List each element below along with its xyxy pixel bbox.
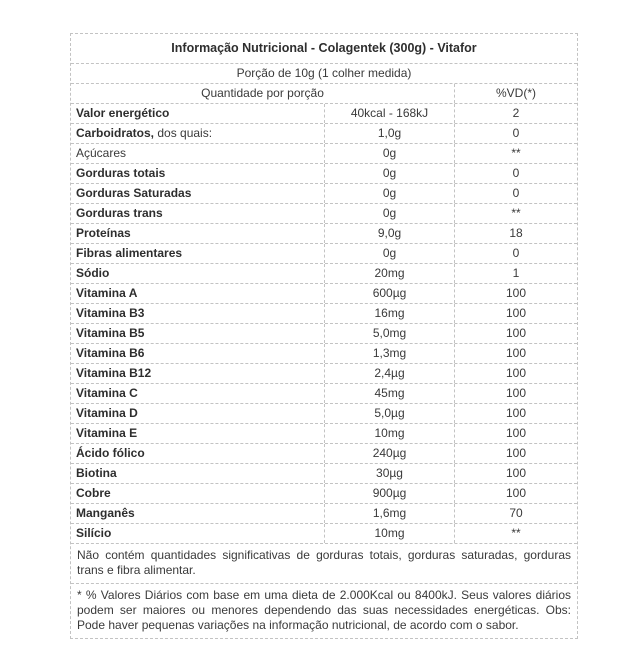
table-row <box>71 243 577 263</box>
nutrient-quantity: 0g <box>324 164 454 183</box>
nutrient-vd: 100 <box>454 344 577 363</box>
table-row <box>71 103 577 123</box>
nutrient-vd: 1 <box>454 264 577 283</box>
table-row <box>71 263 577 283</box>
table-row <box>71 323 577 343</box>
nutrient-name: Silício <box>76 526 112 540</box>
nutrient-quantity: 30µg <box>324 464 454 483</box>
nutrient-vd: 100 <box>454 484 577 503</box>
nutrient-quantity: 10mg <box>324 424 454 443</box>
table-row <box>71 183 577 203</box>
table-row <box>71 343 577 363</box>
nutrient-quantity: 1,6mg <box>324 504 454 523</box>
nutrient-name: Ácido fólico <box>76 446 145 460</box>
nutrient-name: Gorduras Saturadas <box>76 186 192 200</box>
nutrient-name: Biotina <box>76 466 117 480</box>
nutrient-vd: 100 <box>454 364 577 383</box>
nutrient-quantity: 1,0g <box>324 124 454 143</box>
nutrient-vd: 100 <box>454 424 577 443</box>
nutrient-name-bold: Carboidratos, <box>76 126 155 140</box>
table-row <box>71 143 577 163</box>
nutrient-name: Fibras alimentares <box>76 246 183 260</box>
nutrient-vd: 0 <box>454 184 577 203</box>
nutrient-name: Vitamina B5 <box>76 326 145 340</box>
table-row <box>71 503 577 523</box>
nutrient-quantity: 1,3mg <box>324 344 454 363</box>
table-row <box>71 443 577 463</box>
nutrient-quantity: 16mg <box>324 304 454 323</box>
nutrient-vd: 100 <box>454 284 577 303</box>
table-title: Informação Nutricional - Colagentek (300g) - Vitafor <box>171 41 477 55</box>
nutrition-facts-table <box>70 33 578 639</box>
nutrient-name: Gorduras trans <box>76 206 163 220</box>
table-header-row <box>71 83 577 103</box>
nutrient-name-regular: Açúcares <box>76 146 127 160</box>
nutrient-name: Vitamina E <box>76 426 138 440</box>
header-vd: %VD(*) <box>454 84 577 103</box>
nutrient-vd: 0 <box>454 124 577 143</box>
nutrient-name: Vitamina D <box>76 406 138 420</box>
nutrient-vd: 100 <box>454 404 577 423</box>
nutrient-vd: 0 <box>454 164 577 183</box>
nutrient-quantity: 0g <box>324 244 454 263</box>
table-row <box>71 423 577 443</box>
nutrient-quantity: 9,0g <box>324 224 454 243</box>
nutrient-quantity: 2,4µg <box>324 364 454 383</box>
nutrient-quantity: 0g <box>324 144 454 163</box>
nutrient-quantity: 600µg <box>324 284 454 303</box>
nutrient-name: Vitamina A <box>76 286 138 300</box>
note-daily-values: * % Valores Diários com base em uma dieta de 2.000Kcal ou 8400kJ. Seus valores diários podem ser maiores ou menores dependendo das suas necessidades energéticas. Obs: Pode haver pequenas variações na informação nutricional, de acordo com o sabor. <box>71 583 577 638</box>
table-row <box>71 483 577 503</box>
nutrient-quantity: 40kcal - 168kJ <box>324 104 454 123</box>
table-row <box>71 363 577 383</box>
table-row <box>71 123 577 143</box>
table-row <box>71 463 577 483</box>
table-row <box>71 223 577 243</box>
nutrient-quantity: 20mg <box>324 264 454 283</box>
nutrient-name: Vitamina C <box>76 386 138 400</box>
nutrient-vd: 100 <box>454 384 577 403</box>
nutrient-vd: 2 <box>454 104 577 123</box>
nutrient-name: Vitamina B6 <box>76 346 145 360</box>
table-row <box>71 403 577 423</box>
header-quantity: Quantidade por porção <box>201 86 324 100</box>
portion-info: Porção de 10g (1 colher medida) <box>71 63 577 83</box>
nutrient-vd: 100 <box>454 324 577 343</box>
nutrient-name: Cobre <box>76 486 111 500</box>
nutrient-vd: 100 <box>454 464 577 483</box>
nutrient-name: Vitamina B3 <box>76 306 145 320</box>
nutrient-vd: 18 <box>454 224 577 243</box>
table-row <box>71 163 577 183</box>
note-no-significant-quantities: Não contém quantidades significativas de gorduras totais, gorduras saturadas, gorduras trans e fibra alimentar. <box>71 543 577 583</box>
nutrient-name: Proteínas <box>76 226 131 240</box>
nutrient-name <box>71 124 324 143</box>
nutrient-quantity: 900µg <box>324 484 454 503</box>
table-row <box>71 303 577 323</box>
nutrient-name: Gorduras totais <box>76 166 166 180</box>
table-row <box>71 203 577 223</box>
nutrient-vd: 100 <box>454 444 577 463</box>
nutrient-quantity: 5,0mg <box>324 324 454 343</box>
nutrient-name: Valor energético <box>76 106 170 120</box>
table-row <box>71 383 577 403</box>
nutrient-vd: 70 <box>454 504 577 523</box>
nutrient-quantity: 0g <box>324 184 454 203</box>
nutrient-name-suffix: dos quais: <box>154 126 213 140</box>
nutrient-vd: ** <box>454 524 577 543</box>
nutrient-vd: ** <box>454 204 577 223</box>
nutrient-vd: 0 <box>454 244 577 263</box>
nutrient-quantity: 0g <box>324 204 454 223</box>
nutrient-quantity: 240µg <box>324 444 454 463</box>
table-row <box>71 283 577 303</box>
nutrient-quantity: 45mg <box>324 384 454 403</box>
nutrient-name: Vitamina B12 <box>76 366 152 380</box>
nutrient-quantity: 5,0µg <box>324 404 454 423</box>
nutrient-name <box>71 144 324 163</box>
nutrient-vd: 100 <box>454 304 577 323</box>
table-row <box>71 523 577 543</box>
nutrient-name: Manganês <box>76 506 135 520</box>
nutrient-vd: ** <box>454 144 577 163</box>
nutrient-quantity: 10mg <box>324 524 454 543</box>
nutrient-name: Sódio <box>76 266 110 280</box>
